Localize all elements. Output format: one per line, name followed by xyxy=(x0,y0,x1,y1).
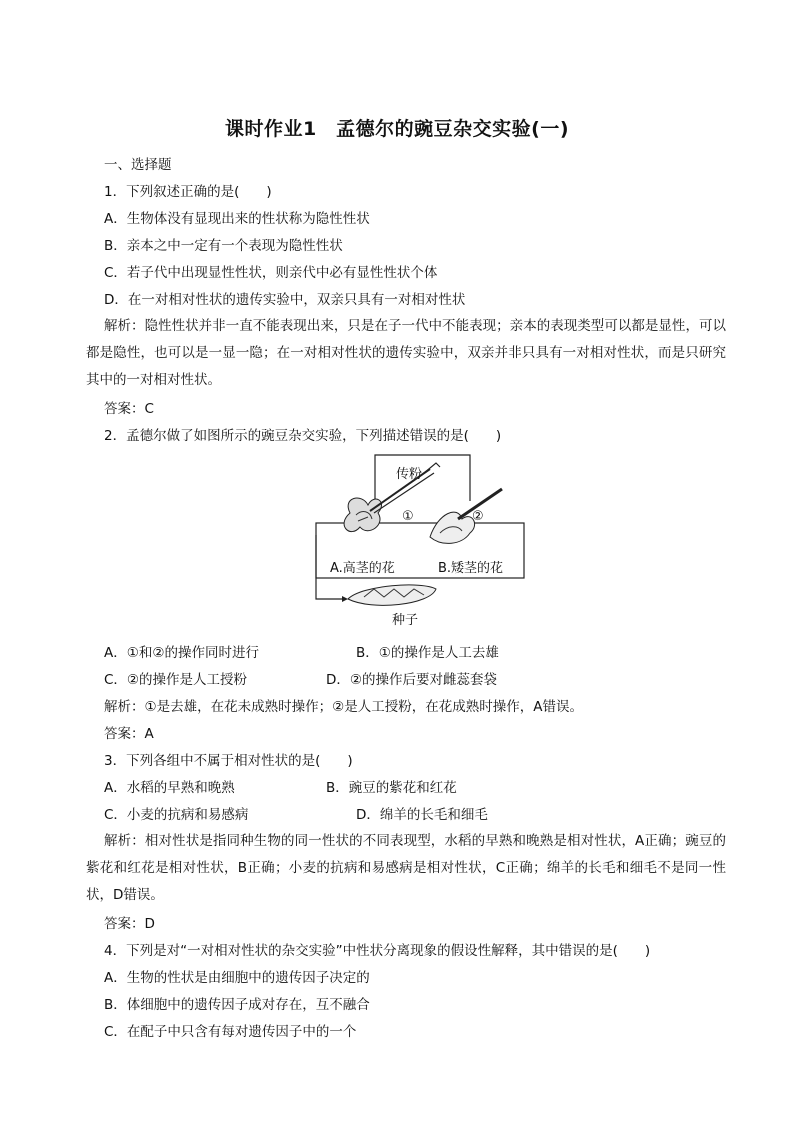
question-1-analysis: 解析：隐性性状并非一直不能表现出来，只是在子一代中不能表现；亲本的表现类型可以都是显性，可以都是隐性，也可以是一显一隐；在一对相对性状的遗传实验中，双亲并非只具有一对相对性状，而是只研究其中的一对相对性状。 xyxy=(86,318,726,388)
question-3-option-b: B．豌豆的紫花和红花 xyxy=(326,780,457,796)
question-2-analysis: 解析：①是去雄，在花未成熟时操作；②是人工授粉，在花成熟时操作，A错误。 xyxy=(104,699,583,715)
question-3-option-a: A．水稻的早熟和晚熟 xyxy=(104,780,235,796)
seed-pod-drawing xyxy=(348,585,436,605)
flower-b-label: B.矮茎的花 xyxy=(438,561,504,576)
question-1-option-d: D．在一对相对性状的遗传实验中，双亲只具有一对相对性状 xyxy=(104,292,466,308)
question-4-option-c: C．在配子中只含有每对遗传因子中的一个 xyxy=(104,1024,357,1040)
question-2-stem: 2．孟德尔做了如图所示的豌豆杂交实验，下列描述错误的是( ) xyxy=(104,428,502,444)
seed-label: 种子 xyxy=(392,613,419,628)
question-3-analysis: 解析：相对性状是指同种生物的同一性状的不同表现型，水稻的早熟和晚熟是相对性状，A正确；豌豆的紫花和红花是相对性状，B正确；小麦的抗病和易感病是相对性状，C正确；绵羊的长毛和细毛不是同一性状，D错误。 xyxy=(86,833,726,903)
flower-a-label: A.高茎的花 xyxy=(330,561,395,576)
question-1-stem: 1．下列叙述正确的是( ) xyxy=(104,184,272,200)
question-4-option-b: B．体细胞中的遗传因子成对存在，互不融合 xyxy=(104,997,370,1013)
question-1-option-b: B．亲本之中一定有一个表现为隐性性状 xyxy=(104,238,343,254)
page-title: 课时作业1 孟德尔的豌豆杂交实验(一) xyxy=(224,118,570,140)
question-1-option-a: A．生物体没有显现出来的性状称为隐性性状 xyxy=(104,211,370,227)
flower-b-drawing xyxy=(430,489,502,543)
question-4-stem: 4．下列是对“一对相对性状的杂交实验”中性状分离现象的假设性解释，其中错误的是( ) xyxy=(104,943,651,959)
pollination-label: 传粉 xyxy=(396,467,423,482)
question-3-answer: 答案：D xyxy=(104,916,155,932)
step-1-label: ① xyxy=(402,509,414,524)
question-3-stem: 3．下列各组中不属于相对性状的是( ) xyxy=(104,753,353,769)
question-1-answer: 答案：C xyxy=(104,401,154,417)
question-2-option-a: A．①和②的操作同时进行 xyxy=(104,645,259,661)
question-2-option-b: B．①的操作是人工去雄 xyxy=(356,645,499,661)
flower-a-drawing xyxy=(344,498,381,532)
question-3-option-d: D．绵羊的长毛和细毛 xyxy=(356,807,488,823)
question-2-answer: 答案：A xyxy=(104,726,154,742)
pea-hybridization-figure xyxy=(312,453,526,629)
question-4-option-a: A．生物的性状是由细胞中的遗传因子决定的 xyxy=(104,970,370,986)
seed-arrow-head xyxy=(342,596,348,602)
question-2-option-d: D．②的操作后要对雌蕊套袋 xyxy=(326,672,497,688)
step-2-label: ② xyxy=(472,509,484,524)
section-heading: 一、选择题 xyxy=(104,157,172,173)
question-2-option-c: C．②的操作是人工授粉 xyxy=(104,672,248,688)
question-3-option-c: C．小麦的抗病和易感病 xyxy=(104,807,249,823)
question-1-option-c: C．若子代中出现显性性状，则亲代中必有显性性状个体 xyxy=(104,265,438,281)
